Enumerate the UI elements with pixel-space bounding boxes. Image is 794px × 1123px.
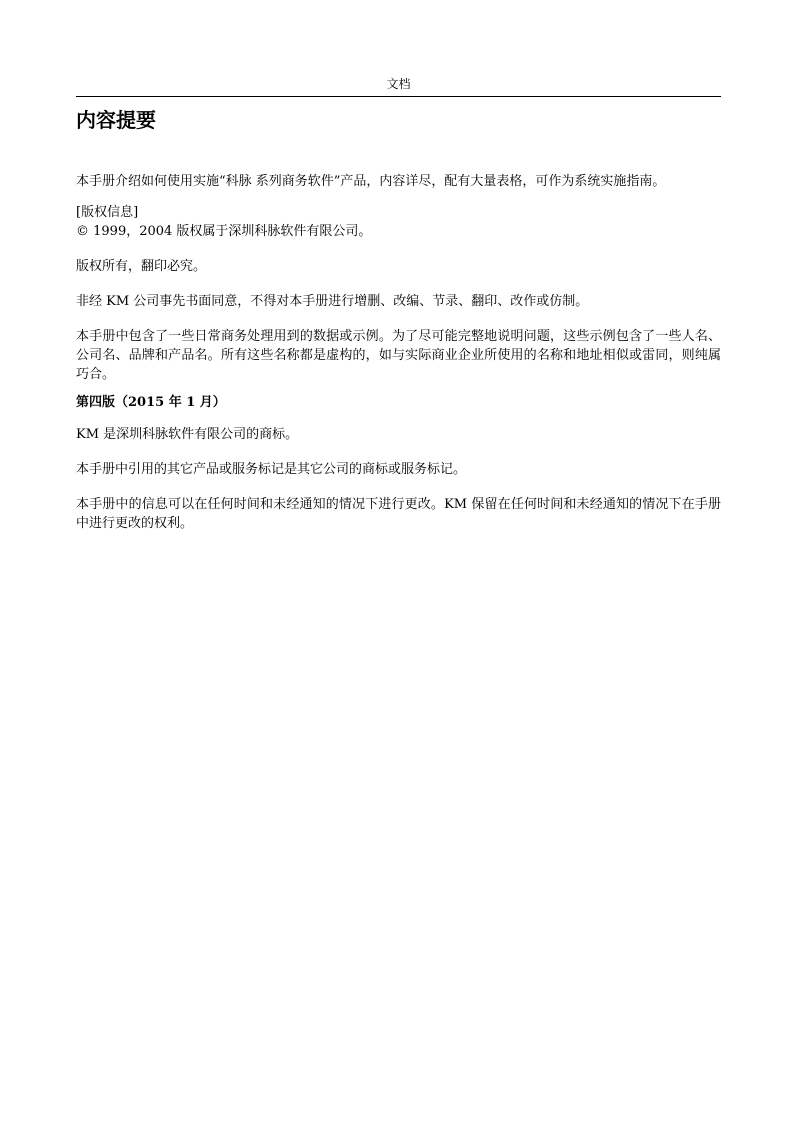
change-notice-paragraph: 本手册中的信息可以在任何时间和未经通知的情况下进行更改。KM 保留在任何时间和未经通知的情况下在手册中进行更改的权利。 [76,497,721,531]
copyright-block [76,203,721,241]
other-trademarks-paragraph: 本手册中引用的其它产品或服务标记是其它公司的商标或服务标记。 [76,462,467,477]
running-header: 文档 [386,77,411,91]
rights-reserved-paragraph: 版权所有，翻印必究。 [76,259,207,274]
edition-line: 第四版（2015 年 1 月） [76,395,226,410]
header-rule [76,96,721,97]
intro-paragraph: 本手册介绍如何使用实施“科脉 系列商务软件”产品，内容详尽，配有大量表格，可作为系统实施指南。 [76,174,666,189]
page-content [76,106,721,533]
no-reproduction-paragraph: 非经 KM 公司事先书面同意，不得对本手册进行增删、改编、节录、翻印、改作或仿制。 [76,294,589,309]
copyright-label: [版权信息] [76,205,139,220]
trademark-paragraph: KM 是深圳科脉软件有限公司的商标。 [76,427,299,442]
copyright-line: © 1999，2004 版权属于深圳科脉软件有限公司。 [76,224,372,239]
page-title: 内容提要 [76,108,156,132]
fictitious-notice-paragraph: 本手册中包含了一些日常商务处理用到的数据或示例。为了尽可能完整地说明问题，这些示例包含了一些人名、公司名、品牌和产品名。所有这些名称都是虚构的，如与实际商业企业所使用的名称和地址相似或雷同，则纯属巧合。 [76,329,721,382]
